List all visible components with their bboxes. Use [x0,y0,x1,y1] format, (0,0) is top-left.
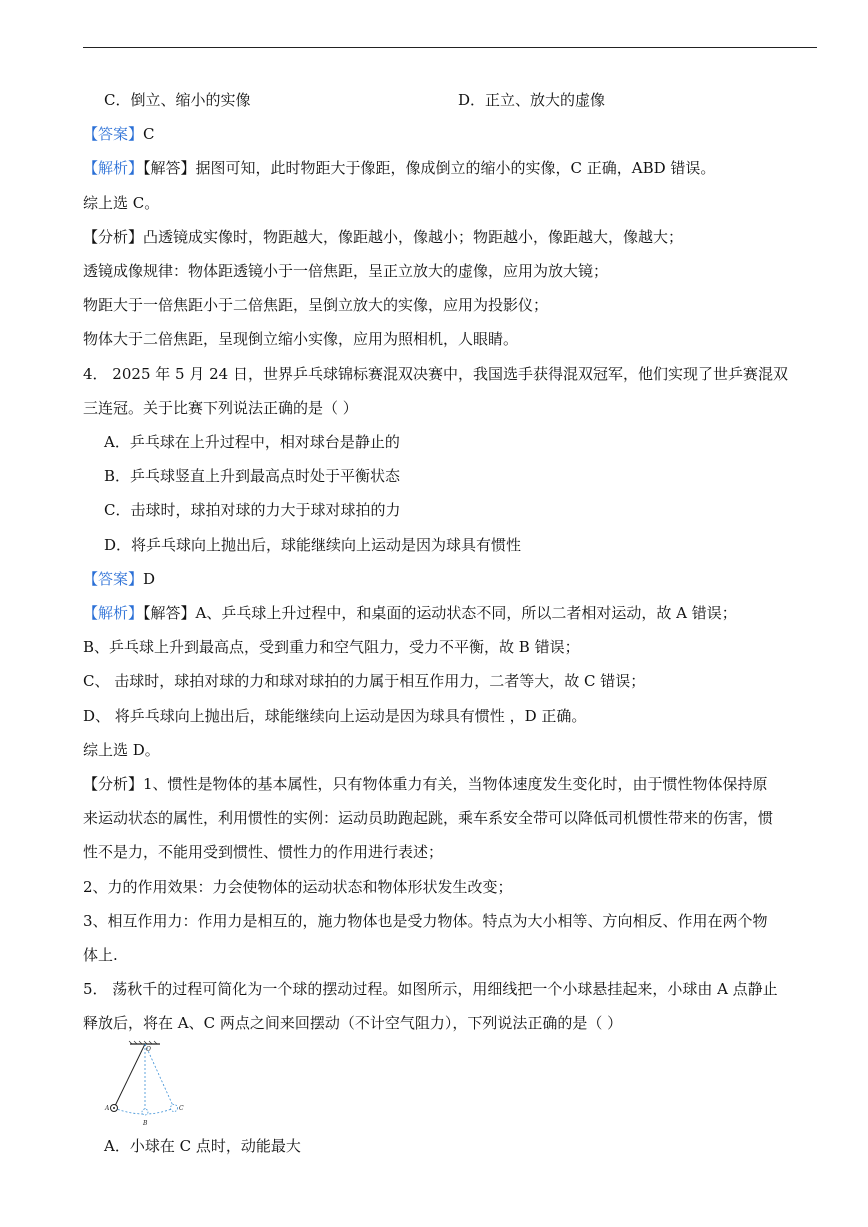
q3-option-d: D．正立、放大的虚像 [458,91,606,109]
analysis-text: 【解答】A、乒乓球上升过程中，和桌面的运动状态不同，所以二者相对运动，故 A 错误； [143,604,737,622]
q3-note: 物体大于二倍焦距，呈现倒立缩小实像，应用为照相机，人眼睛。 [83,330,519,348]
answer-value: C [143,125,155,143]
answer-tag: 【答案】 [83,125,144,143]
q3-note: 【分析】凸透镜成实像时，物距越大，像距越小，像越小；物距越小，像距越大，像越大； [83,228,684,246]
q3-option-c: C．倒立、缩小的实像 [104,91,251,109]
q4-summary: 综上选 D。 [83,741,160,759]
answer-value: D [143,570,156,588]
q4-option-d: D．将乒乓球向上抛出后，球能继续向上运动是因为球具有惯性 [104,536,522,554]
label-a: A [105,1105,110,1112]
q4-stem-line2: 三连冠。关于比赛下列说法正确的是（ ） [83,399,358,417]
q3-note: 透镜成像规律：物体距透镜小于一倍焦距，呈正立放大的虚像，应用为放大镜； [83,262,609,280]
q3-note: 物距大于一倍焦距小于二倍焦距，呈倒立放大的实像，应用为投影仪； [83,296,549,314]
q3-analysis [83,158,715,178]
answer-tag: 【答案】 [83,570,144,588]
q4-option-a: A．乒乓球在上升过程中，相对球台是静止的 [104,433,400,451]
q3-summary: 综上选 C。 [83,194,160,212]
analysis-tag: 【解析】 [83,604,144,622]
q4-note: 性不是力，不能用受到惯性、惯性力的作用进行表述； [83,843,444,861]
q4-answer [83,569,155,589]
q4-analysis-line: C、 击球时，球拍对球的力和球对球拍的力属于相互作用力，二者等大，故 C 错误； [83,672,646,690]
q4-option-b: B．乒乓球竖直上升到最高点时处于平衡状态 [104,467,401,485]
q4-note: 体上. [83,946,118,964]
q4-analysis-line: B、乒乓球上升到最高点，受到重力和空气阻力，受力不平衡，故 B 错误； [83,638,580,656]
q5-stem-line1: 5． 荡秋千的过程可简化为一个球的摆动过程。如图所示，用细线把一个小球悬挂起来，小球由 A 点静止 [83,980,778,998]
label-o: O [146,1046,151,1053]
label-c: C [179,1105,184,1112]
q4-stem-line1: 4． 2025 年 5 月 24 日，世界乒乓球锦标赛混双决赛中，我国选手获得混双冠军，他们实现了世乒赛混双 [83,365,788,383]
q5-option-a: A．小球在 C 点时，动能最大 [104,1137,301,1155]
q4-note: 2、力的作用效果：力会使物体的运动状态和物体形状发生改变； [83,878,513,896]
analysis-text: 【解答】据图可知，此时物距大于像距，像成倒立的缩小的实像，C 正确，ABD 错误。 [143,159,716,177]
q5-stem-line2: 释放后，将在 A、C 两点之间来回摆动（不计空气阻力），下列说法正确的是（ ） [83,1014,623,1032]
pendulum-figure [104,1040,184,1130]
header-rule [83,47,817,48]
q4-note: 【分析】1、惯性是物体的基本属性，只有物体重力有关，当物体速度发生变化时，由于惯性物体保持原 [83,775,768,793]
q4-analysis [83,603,737,623]
label-b: B [143,1120,148,1127]
q3-answer [83,124,155,144]
q4-option-c: C．击球时，球拍对球的力大于球对球拍的力 [104,501,401,519]
q4-note: 来运动状态的属性，利用惯性的实例：运动员助跑起跳，乘车系安全带可以降低司机惯性带来的伤害，惯 [83,809,774,827]
q4-note: 3、相互作用力：作用力是相互的，施力物体也是受力物体。特点为大小相等、方向相反、作用在两个物 [83,912,768,930]
q4-analysis-line: D、 将乒乓球向上抛出后，球能继续向上运动是因为球具有惯性 ，D 正确。 [83,707,587,725]
analysis-tag: 【解析】 [83,159,144,177]
